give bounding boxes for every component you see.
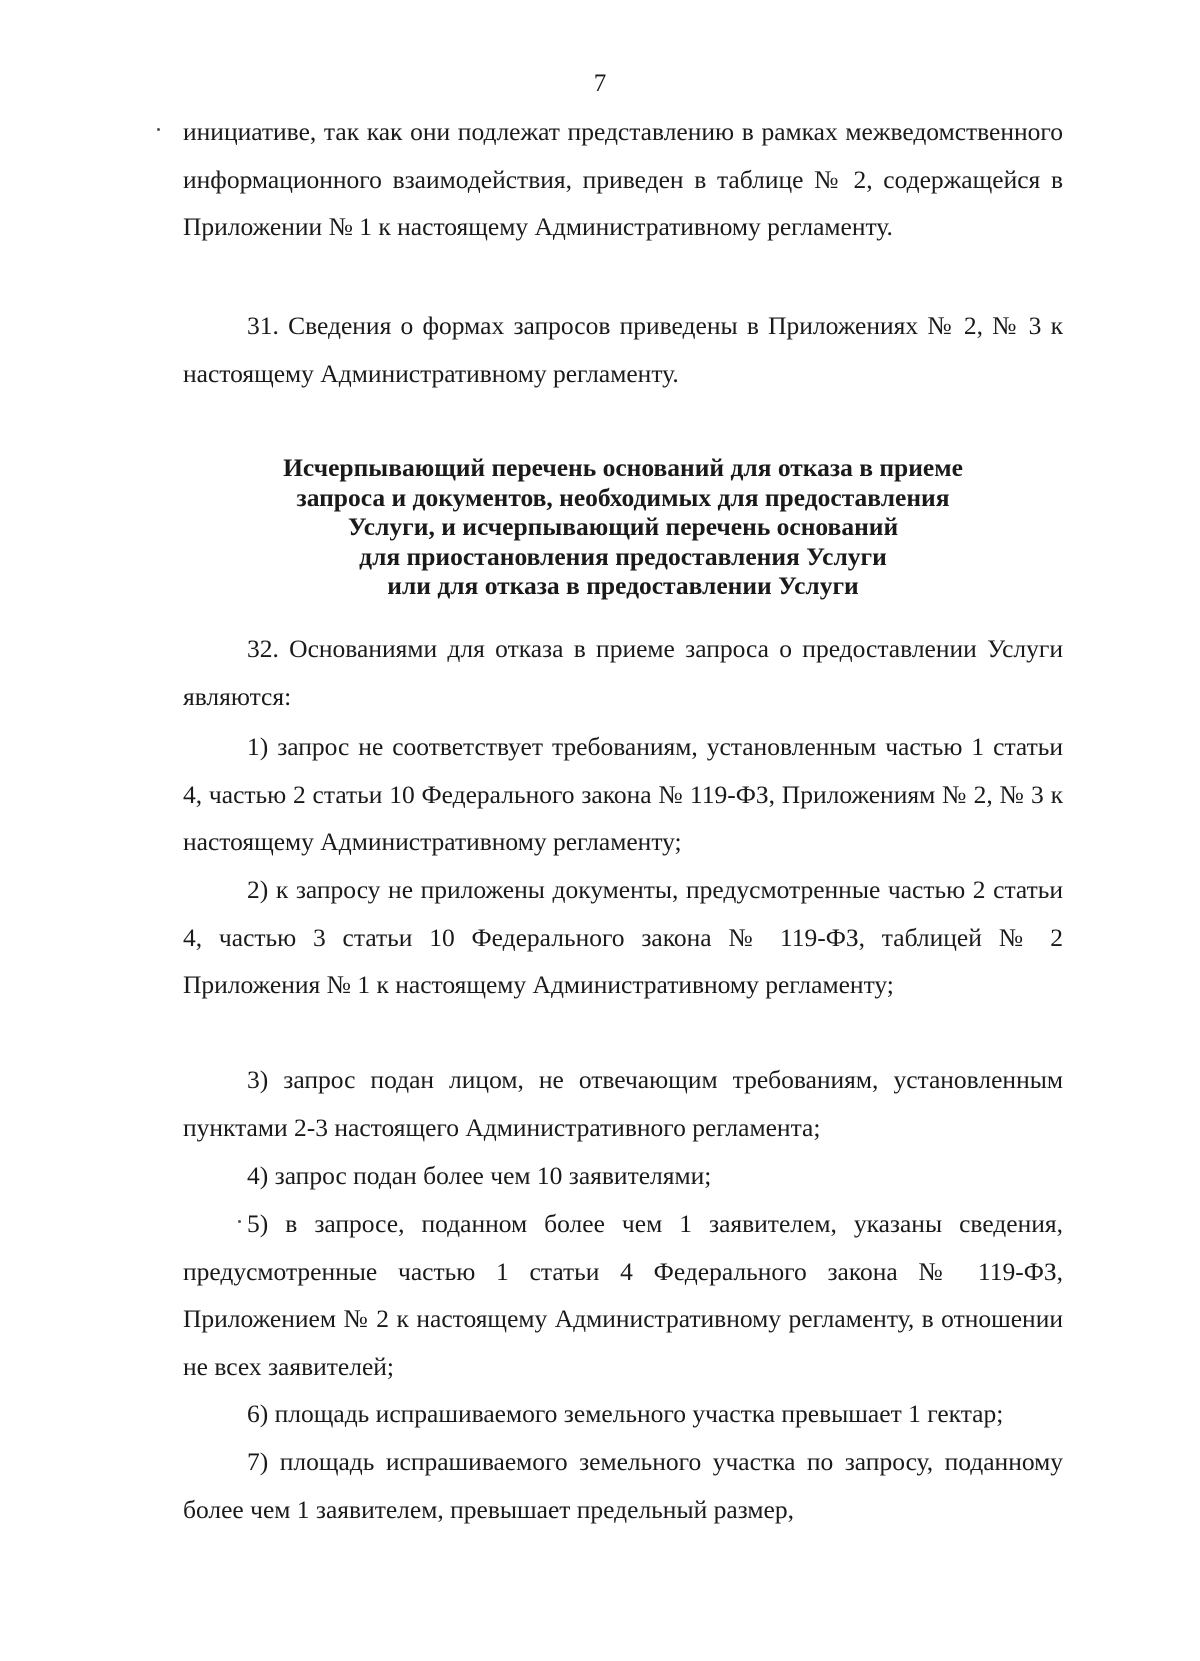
- heading-line-5: или для отказа в предоставлении Услуги: [387, 571, 859, 600]
- list-item-5: 5) в запросе, поданном более чем 1 заявителем, указаны сведения, предусмотренные частью 1 статьи 4 Федерального закона № 119-ФЗ, Приложением № 2 к настоящему Административному регламенту, в отношении не всех заявителей;: [183, 1209, 1063, 1381]
- paragraph-31: 31. Сведения о формах запросов приведены в Приложениях № 2, № 3 к настоящему Административному регламенту.: [183, 311, 1063, 388]
- list-item-3: 3) запрос подан лицом, не отвечающим требованиям, установленным пунктами 2-3 настоящего Административного регламента;: [183, 1065, 1063, 1142]
- heading-line-4: для приостановления предоставления Услуги: [359, 541, 887, 571]
- heading-line-2: запроса и документов, необходимых для предоставления: [296, 482, 950, 512]
- list-item-6: 6) площадь испрашиваемого земельного участка превышает 1 гектар;: [247, 1399, 1004, 1428]
- section-heading: [183, 453, 1063, 601]
- continued-paragraph: инициативе, так как они подлежат представлению в рамках межведомственного информационного взаимодействия, приведен в таблице № 2, содержащейся в Приложении № 1 к настоящему Административному регламенту.: [183, 117, 1063, 241]
- heading-line-3: Услуги, и исчерпывающий перечень оснований: [347, 512, 899, 541]
- paragraph-32: 32. Основаниями для отказа в приеме запроса о предоставлении Услуги являются:: [183, 634, 1063, 711]
- heading-line-1: Исчерпывающий перечень оснований для отказа в приеме: [283, 453, 963, 482]
- list-item-4: 4) запрос подан более чем 10 заявителями;: [247, 1161, 712, 1190]
- list-item-2: 2) к запросу не приложены документы, предусмотренные частью 2 статьи 4, частью 3 статьи 10 Федерального закона № 119-ФЗ, таблицей № 2 Приложения № 1 к настоящему Административному регламенту;: [183, 875, 1063, 999]
- scan-speck: [157, 128, 160, 131]
- list-item-1: 1) запрос не соответствует требованиям, установленным частью 1 статьи 4, частью 2 статьи 10 Федерального закона № 119-ФЗ, Приложениям № 2, № 3 к настоящему Административному регламенту;: [183, 732, 1063, 856]
- page-number: 7: [593, 70, 607, 97]
- list-item-7: 7) площадь испрашиваемого земельного участка по запросу, поданному более чем 1 заявителем, превышает предельный размер,: [183, 1447, 1063, 1524]
